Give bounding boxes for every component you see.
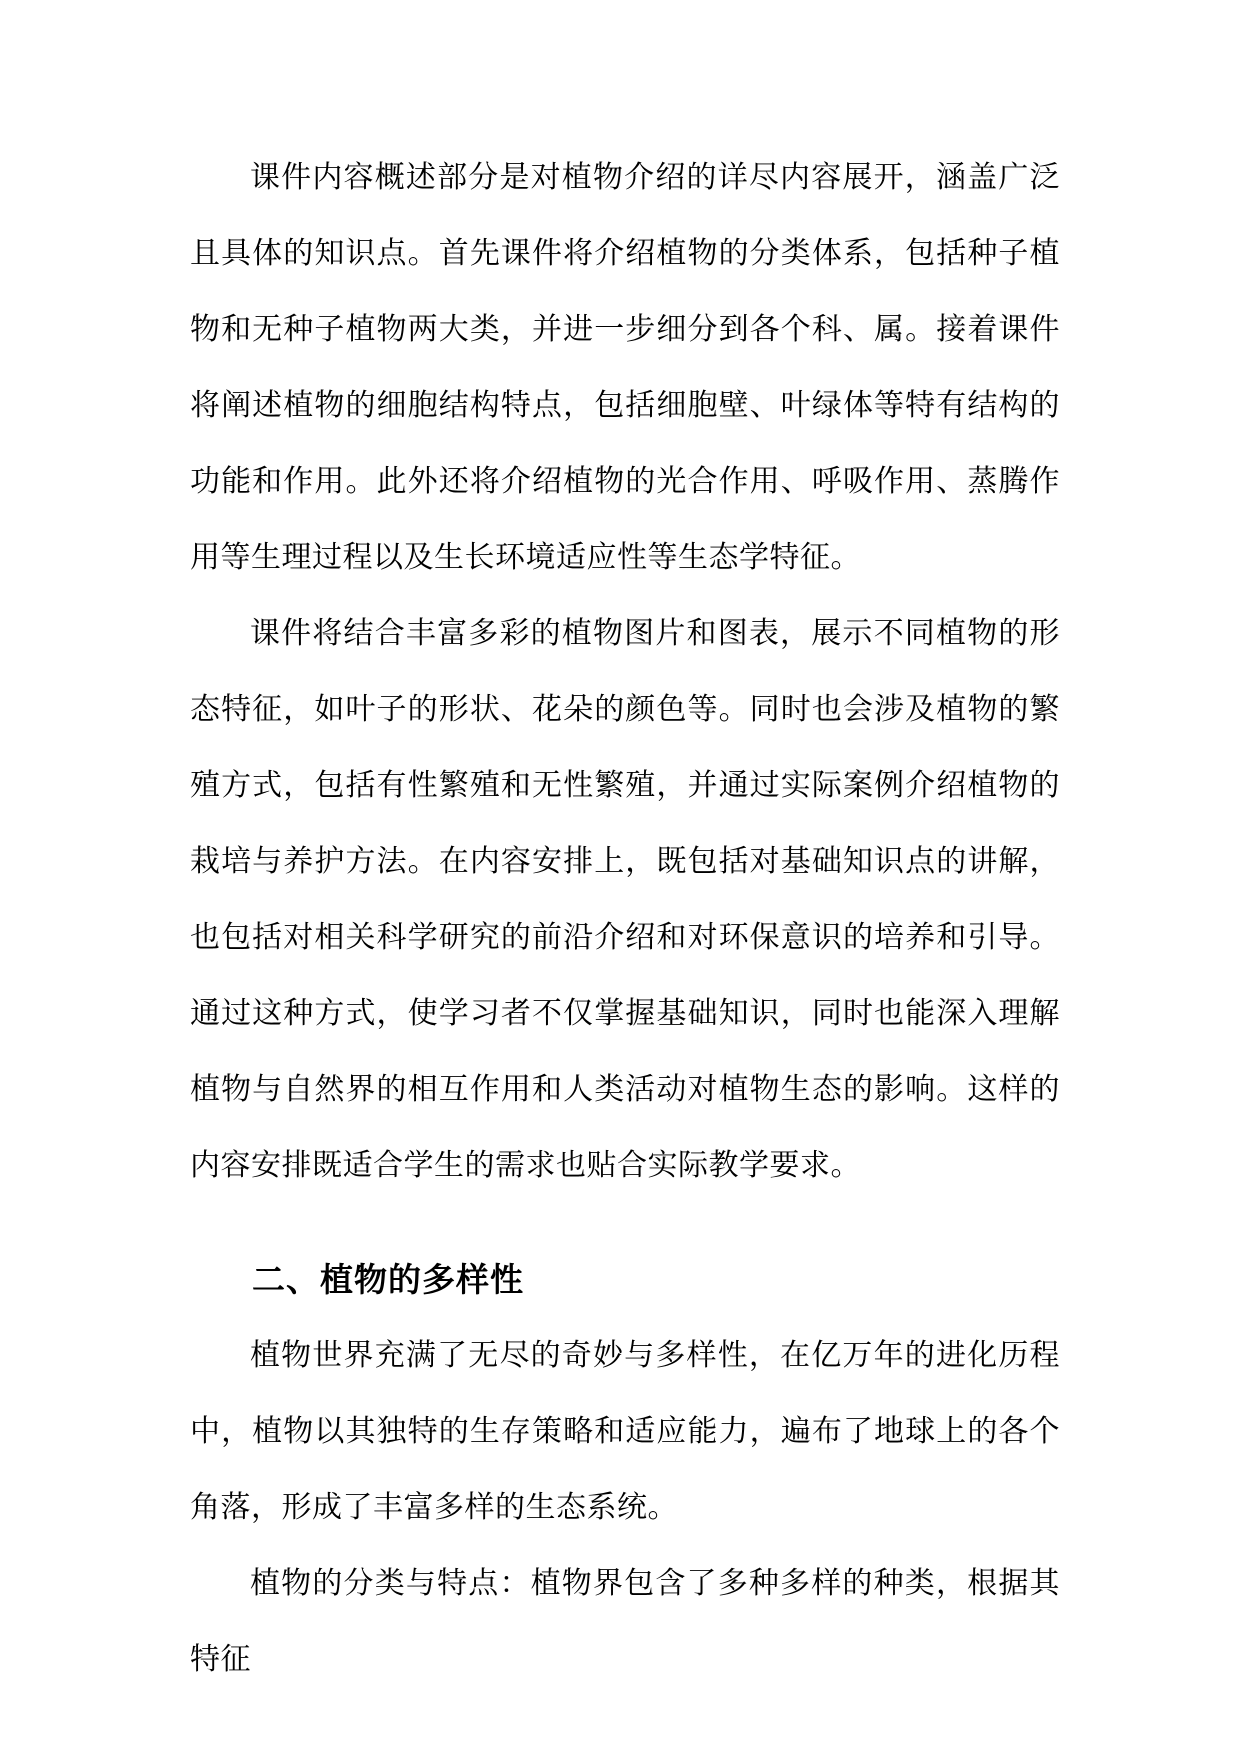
paragraph-classification: 植物的分类与特点：植物界包含了多种多样的种类，根据其特征 [190, 1566, 1060, 1677]
paragraph-intro-overview: 课件内容概述部分是对植物介绍的详尽内容展开，涵盖广泛且具体的知识点。首先课件将介绍植物的分类体系，包括种子植物和无种子植物两大类，并进一步细分到各个科、属。接着课件将阐述植物的细胞结构特点，包括细胞壁、叶绿体等特有结构的功能和作用。此外还将介绍植物的光合作用、呼吸作用、蒸腾作用等生理过程以及生长环境适应性等生态学特征。 [190, 160, 1060, 575]
paragraph-content-arrangement: 课件将结合丰富多彩的植物图片和图表，展示不同植物的形态特征，如叶子的形状、花朵的颜色等。同时也会涉及植物的繁殖方式，包括有性繁殖和无性繁殖，并通过实际案例介绍植物的栽培与养护方法。在内容安排上，既包括对基础知识点的讲解，也包括对相关科学研究的前沿介绍和对环保意识的培养和引导。通过这种方式，使学习者不仅掌握基础知识，同时也能深入理解植物与自然界的相互作用和人类活动对植物生态的影响。这样的内容安排既适合学生的需求也贴合实际教学要求。 [190, 616, 1060, 1183]
section-heading-plant-diversity: 二、植物的多样性 [252, 1260, 524, 1299]
document-body [190, 140, 1060, 1698]
paragraph-plant-world: 植物世界充满了无尽的奇妙与多样性，在亿万年的进化历程中，植物以其独特的生存策略和适应能力，遍布了地球上的各个角落，形成了丰富多样的生态系统。 [190, 1338, 1060, 1525]
